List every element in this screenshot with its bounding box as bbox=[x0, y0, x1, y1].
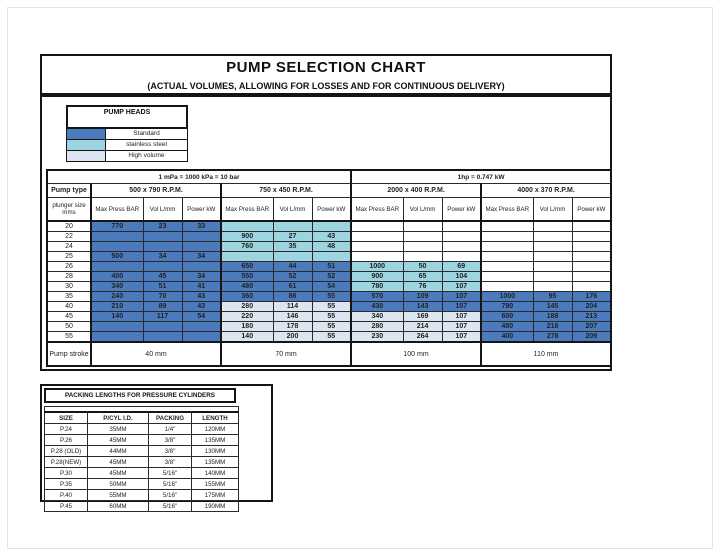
value-cell: 44 bbox=[273, 262, 312, 272]
value-cell: 278 bbox=[533, 332, 572, 343]
value-cell: 107 bbox=[442, 282, 481, 292]
value-cell bbox=[91, 242, 143, 252]
legend-items bbox=[66, 129, 188, 162]
value-cell bbox=[403, 252, 442, 262]
units-row bbox=[47, 170, 611, 184]
packing-cell: 55MM bbox=[88, 490, 149, 501]
value-cell bbox=[481, 242, 533, 252]
packing-packing-header: PACKING bbox=[149, 412, 192, 424]
packing-cell: 5/16" bbox=[149, 479, 192, 490]
value-cell bbox=[221, 221, 273, 232]
vol-header: Vol L/mm bbox=[533, 198, 572, 222]
value-cell bbox=[572, 282, 611, 292]
pump-stroke-value-1: 40 mm bbox=[91, 342, 221, 366]
pump-stroke-value-2: 70 mm bbox=[221, 342, 351, 366]
value-cell bbox=[143, 332, 182, 343]
value-cell bbox=[572, 252, 611, 262]
plunger-row-25 bbox=[47, 252, 611, 262]
packing-cell: P.24 bbox=[45, 424, 88, 435]
value-cell: 146 bbox=[273, 312, 312, 322]
value-cell: 104 bbox=[442, 272, 481, 282]
power-header: Power kW bbox=[572, 198, 611, 222]
power-header: Power kW bbox=[442, 198, 481, 222]
value-cell: 550 bbox=[221, 272, 273, 282]
value-cell bbox=[312, 221, 351, 232]
legend-item bbox=[66, 151, 188, 162]
value-cell bbox=[481, 232, 533, 242]
page-title: PUMP SELECTION CHART bbox=[40, 54, 612, 81]
pump-stroke-value-4: 110 mm bbox=[481, 342, 611, 366]
plunger-row-50 bbox=[47, 322, 611, 332]
plunger-row-40 bbox=[47, 302, 611, 312]
value-cell: 55 bbox=[312, 312, 351, 322]
packing-row bbox=[45, 457, 239, 468]
legend-item-label: Standard bbox=[106, 129, 188, 140]
value-cell: 400 bbox=[91, 272, 143, 282]
value-cell: 143 bbox=[403, 302, 442, 312]
value-cell bbox=[351, 232, 403, 242]
value-cell bbox=[351, 242, 403, 252]
plunger-row-24 bbox=[47, 242, 611, 252]
value-cell: 770 bbox=[91, 221, 143, 232]
value-cell: 54 bbox=[312, 282, 351, 292]
packing-cell: 1/4" bbox=[149, 424, 192, 435]
packing-cell: 135MM bbox=[192, 435, 239, 446]
packing-row bbox=[45, 435, 239, 446]
packing-cell: 45MM bbox=[88, 457, 149, 468]
legend-item-label: stainless steel bbox=[106, 140, 188, 151]
value-cell: 176 bbox=[572, 292, 611, 302]
packing-cell: 44MM bbox=[88, 446, 149, 457]
value-cell: 117 bbox=[143, 312, 182, 322]
packing-cell: P.26 bbox=[45, 435, 88, 446]
max-press-header: Max Press BAR bbox=[481, 198, 533, 222]
packing-cell: P.30 bbox=[45, 468, 88, 479]
value-cell: 33 bbox=[182, 221, 221, 232]
packing-cell: 5/16" bbox=[149, 490, 192, 501]
value-cell: 200 bbox=[273, 332, 312, 343]
value-cell: 50 bbox=[403, 262, 442, 272]
value-cell: 760 bbox=[221, 242, 273, 252]
value-cell bbox=[182, 262, 221, 272]
value-cell: 213 bbox=[572, 312, 611, 322]
packing-cell: 50MM bbox=[88, 479, 149, 490]
legend-item bbox=[66, 140, 188, 151]
packing-title: PACKING LENGTHS FOR PRESSURE CYLINDERS bbox=[44, 388, 236, 403]
plunger-row-28 bbox=[47, 272, 611, 282]
value-cell: 95 bbox=[533, 292, 572, 302]
value-cell: 41 bbox=[182, 282, 221, 292]
legend-title: PUMP HEADS bbox=[66, 105, 188, 129]
value-cell: 43 bbox=[182, 292, 221, 302]
plunger-size-cell: 30 bbox=[47, 282, 91, 292]
vol-header: Vol L/mm bbox=[273, 198, 312, 222]
standard-swatch bbox=[66, 129, 106, 140]
value-cell: 45 bbox=[143, 272, 182, 282]
packing-id-header: P/CYL I.D. bbox=[88, 412, 149, 424]
plunger-row-26 bbox=[47, 262, 611, 272]
value-cell: 600 bbox=[481, 312, 533, 322]
plunger-size-cell: 26 bbox=[47, 262, 91, 272]
value-cell: 34 bbox=[182, 272, 221, 282]
value-cell bbox=[403, 232, 442, 242]
value-cell bbox=[403, 242, 442, 252]
value-cell: 107 bbox=[442, 322, 481, 332]
value-cell bbox=[91, 262, 143, 272]
packing-cell: 35MM bbox=[88, 424, 149, 435]
value-cell bbox=[182, 232, 221, 242]
stainless-swatch bbox=[66, 140, 106, 151]
max-press-header: Max Press BAR bbox=[351, 198, 403, 222]
value-cell bbox=[143, 232, 182, 242]
plunger-row-30 bbox=[47, 282, 611, 292]
value-cell: 360 bbox=[221, 292, 273, 302]
packing-cell: 120MM bbox=[192, 424, 239, 435]
value-cell: 340 bbox=[351, 312, 403, 322]
value-cell: 430 bbox=[351, 302, 403, 312]
value-cell bbox=[533, 242, 572, 252]
pump-type-group-3: 2000 x 400 R.P.M. bbox=[351, 184, 481, 198]
packing-row bbox=[45, 468, 239, 479]
value-cell bbox=[442, 242, 481, 252]
column-header-row bbox=[47, 198, 611, 222]
plunger-row-55 bbox=[47, 332, 611, 343]
value-cell bbox=[273, 252, 312, 262]
packing-table bbox=[44, 406, 239, 512]
value-cell: 140 bbox=[221, 332, 273, 343]
value-cell bbox=[481, 272, 533, 282]
vol-header: Vol L/mm bbox=[143, 198, 182, 222]
value-cell: 55 bbox=[312, 302, 351, 312]
value-cell: 280 bbox=[351, 322, 403, 332]
value-cell: 140 bbox=[91, 312, 143, 322]
value-cell: 55 bbox=[312, 332, 351, 343]
value-cell bbox=[91, 232, 143, 242]
packing-row bbox=[45, 479, 239, 490]
packing-size-header: SIZE bbox=[45, 412, 88, 424]
packing-cell: 5/16" bbox=[149, 501, 192, 512]
value-cell: 180 bbox=[221, 322, 273, 332]
vol-header: Vol L/mm bbox=[403, 198, 442, 222]
value-cell: 500 bbox=[91, 252, 143, 262]
plunger-size-cell: 40 bbox=[47, 302, 91, 312]
value-cell: 107 bbox=[442, 312, 481, 322]
value-cell: 23 bbox=[143, 221, 182, 232]
value-cell: 790 bbox=[481, 302, 533, 312]
value-cell bbox=[572, 262, 611, 272]
value-cell bbox=[442, 221, 481, 232]
value-cell: 570 bbox=[351, 292, 403, 302]
value-cell bbox=[533, 252, 572, 262]
value-cell: 188 bbox=[533, 312, 572, 322]
packing-cell: 5/16" bbox=[149, 468, 192, 479]
value-cell: 69 bbox=[442, 262, 481, 272]
value-cell bbox=[572, 221, 611, 232]
pump-stroke-value-3: 100 mm bbox=[351, 342, 481, 366]
high_volume-swatch bbox=[66, 151, 106, 162]
value-cell bbox=[533, 232, 572, 242]
value-cell: 169 bbox=[403, 312, 442, 322]
value-cell: 51 bbox=[143, 282, 182, 292]
value-cell bbox=[221, 252, 273, 262]
packing-section bbox=[40, 384, 273, 510]
value-cell: 210 bbox=[91, 302, 143, 312]
value-cell bbox=[481, 282, 533, 292]
plunger-size-cell: 24 bbox=[47, 242, 91, 252]
plunger-size-cell: 28 bbox=[47, 272, 91, 282]
value-cell: 52 bbox=[312, 272, 351, 282]
power-header: Power kW bbox=[312, 198, 351, 222]
value-cell bbox=[91, 322, 143, 332]
value-cell: 900 bbox=[351, 272, 403, 282]
value-cell: 61 bbox=[273, 282, 312, 292]
packing-cell: P.45 bbox=[45, 501, 88, 512]
plunger-size-cell: 50 bbox=[47, 322, 91, 332]
unit-conversion-power: 1hp = 0.747 kW bbox=[351, 170, 611, 184]
unit-conversion-pressure: 1 mPa = 1000 kPa = 10 bar bbox=[47, 170, 351, 184]
value-cell: 650 bbox=[221, 262, 273, 272]
packing-cell: 3/8" bbox=[149, 435, 192, 446]
value-cell bbox=[481, 221, 533, 232]
packing-cell: 140MM bbox=[192, 468, 239, 479]
value-cell bbox=[442, 232, 481, 242]
value-cell bbox=[182, 322, 221, 332]
value-cell bbox=[572, 242, 611, 252]
value-cell: 214 bbox=[403, 322, 442, 332]
value-cell: 55 bbox=[312, 322, 351, 332]
value-cell bbox=[91, 332, 143, 343]
packing-cell: 3/8" bbox=[149, 457, 192, 468]
packing-row bbox=[45, 424, 239, 435]
value-cell: 340 bbox=[91, 282, 143, 292]
value-cell bbox=[273, 221, 312, 232]
pump-type-row bbox=[47, 184, 611, 198]
page-subtitle: (ACTUAL VOLUMES, ALLOWING FOR LOSSES AND FOR CONTINUOUS DELIVERY) bbox=[40, 79, 612, 95]
packing-length-header: LENGTH bbox=[192, 412, 239, 424]
value-cell bbox=[533, 221, 572, 232]
value-cell: 780 bbox=[351, 282, 403, 292]
pump-stroke-row bbox=[47, 342, 611, 366]
value-cell: 1000 bbox=[481, 292, 533, 302]
value-cell: 204 bbox=[572, 302, 611, 312]
value-cell bbox=[533, 262, 572, 272]
packing-cell: 45MM bbox=[88, 468, 149, 479]
value-cell: 114 bbox=[273, 302, 312, 312]
packing-row bbox=[45, 501, 239, 512]
value-cell: 89 bbox=[143, 302, 182, 312]
value-cell: 480 bbox=[221, 282, 273, 292]
value-cell: 230 bbox=[351, 332, 403, 343]
value-cell: 900 bbox=[221, 232, 273, 242]
value-cell: 34 bbox=[143, 252, 182, 262]
value-cell: 207 bbox=[572, 322, 611, 332]
value-cell bbox=[572, 232, 611, 242]
packing-cell: P.28 (OLD) bbox=[45, 446, 88, 457]
value-cell bbox=[143, 322, 182, 332]
packing-cell: 45MM bbox=[88, 435, 149, 446]
value-cell: 48 bbox=[312, 242, 351, 252]
value-cell bbox=[182, 242, 221, 252]
packing-cell: 3/8" bbox=[149, 446, 192, 457]
value-cell: 55 bbox=[312, 292, 351, 302]
value-cell: 70 bbox=[143, 292, 182, 302]
value-cell bbox=[533, 272, 572, 282]
value-cell: 27 bbox=[273, 232, 312, 242]
plunger-size-header: plunger size mms bbox=[47, 198, 91, 222]
packing-cell: P.40 bbox=[45, 490, 88, 501]
value-cell: 218 bbox=[533, 322, 572, 332]
packing-cell: 135MM bbox=[192, 457, 239, 468]
value-cell: 264 bbox=[403, 332, 442, 343]
packing-cell: 155MM bbox=[192, 479, 239, 490]
pump-type-label: Pump type bbox=[47, 184, 91, 198]
plunger-size-cell: 55 bbox=[47, 332, 91, 343]
legend-item-label: High volume bbox=[106, 151, 188, 162]
value-cell: 107 bbox=[442, 302, 481, 312]
pump-selection-table bbox=[46, 169, 612, 367]
value-cell bbox=[182, 332, 221, 343]
value-cell: 43 bbox=[312, 232, 351, 242]
value-cell: 400 bbox=[481, 332, 533, 343]
packing-row bbox=[45, 490, 239, 501]
value-cell: 43 bbox=[182, 302, 221, 312]
value-cell bbox=[533, 282, 572, 292]
value-cell: 35 bbox=[273, 242, 312, 252]
plunger-size-cell: 25 bbox=[47, 252, 91, 262]
value-cell bbox=[143, 262, 182, 272]
value-cell: 220 bbox=[221, 312, 273, 322]
packing-cell: 60MM bbox=[88, 501, 149, 512]
packing-cell: 130MM bbox=[192, 446, 239, 457]
plunger-size-cell: 20 bbox=[47, 221, 91, 232]
value-cell: 76 bbox=[403, 282, 442, 292]
value-cell bbox=[481, 252, 533, 262]
pump-type-group-1: 500 x 790 R.P.M. bbox=[91, 184, 221, 198]
value-cell: 65 bbox=[403, 272, 442, 282]
value-cell: 209 bbox=[572, 332, 611, 343]
packing-cell: P.35 bbox=[45, 479, 88, 490]
value-cell: 178 bbox=[273, 322, 312, 332]
value-cell: 480 bbox=[481, 322, 533, 332]
plunger-row-22 bbox=[47, 232, 611, 242]
packing-row bbox=[45, 446, 239, 457]
value-cell: 240 bbox=[91, 292, 143, 302]
plunger-row-20 bbox=[47, 221, 611, 232]
value-cell bbox=[442, 252, 481, 262]
value-cell: 86 bbox=[273, 292, 312, 302]
power-header: Power kW bbox=[182, 198, 221, 222]
plunger-size-cell: 35 bbox=[47, 292, 91, 302]
legend-item bbox=[66, 129, 188, 140]
value-cell: 109 bbox=[403, 292, 442, 302]
value-cell bbox=[572, 272, 611, 282]
value-cell bbox=[351, 252, 403, 262]
value-cell: 52 bbox=[273, 272, 312, 282]
value-cell: 54 bbox=[182, 312, 221, 322]
value-cell bbox=[403, 221, 442, 232]
plunger-row-45 bbox=[47, 312, 611, 322]
pump-stroke-label: Pump stroke bbox=[47, 342, 91, 366]
pump-heads-legend bbox=[66, 105, 188, 162]
value-cell: 34 bbox=[182, 252, 221, 262]
plunger-row-35 bbox=[47, 292, 611, 302]
pump-type-group-4: 4000 x 370 R.P.M. bbox=[481, 184, 611, 198]
value-cell bbox=[312, 252, 351, 262]
max-press-header: Max Press BAR bbox=[221, 198, 273, 222]
packing-cell: P.28(NEW) bbox=[45, 457, 88, 468]
value-cell: 145 bbox=[533, 302, 572, 312]
pump-type-group-2: 750 x 450 R.P.M. bbox=[221, 184, 351, 198]
value-cell bbox=[481, 262, 533, 272]
value-cell: 280 bbox=[221, 302, 273, 312]
value-cell: 107 bbox=[442, 332, 481, 343]
packing-cell: 190MM bbox=[192, 501, 239, 512]
value-cell: 1000 bbox=[351, 262, 403, 272]
plunger-size-cell: 22 bbox=[47, 232, 91, 242]
max-press-header: Max Press BAR bbox=[91, 198, 143, 222]
plunger-size-cell: 45 bbox=[47, 312, 91, 322]
packing-header-row bbox=[45, 412, 239, 424]
value-cell: 107 bbox=[442, 292, 481, 302]
value-cell bbox=[143, 242, 182, 252]
value-cell bbox=[351, 221, 403, 232]
value-cell: 51 bbox=[312, 262, 351, 272]
packing-cell: 175MM bbox=[192, 490, 239, 501]
pump-chart-section bbox=[40, 95, 612, 371]
